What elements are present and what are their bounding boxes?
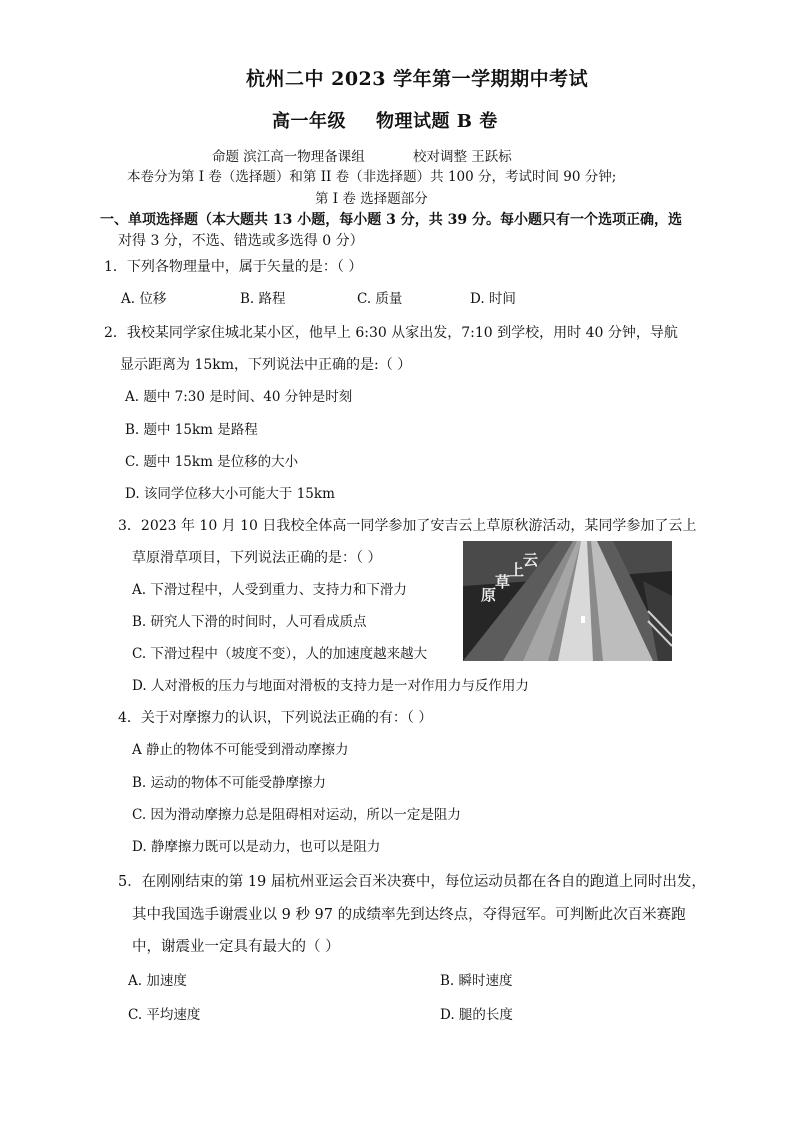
exam-info: 本卷分为第 I 卷（选择题）和第 II 卷（非选择题）共 100 分，考试时间 90 分钟; (127, 169, 617, 185)
part-heading: 第 I 卷 选择题部分 (315, 191, 428, 207)
question-3-option-b: B. 研究人下滑的时间时，人可看成质点 (132, 614, 367, 630)
question-4-option-c: C. 因为滑动摩擦力总是阻碍相对运动，所以一定是阻力 (132, 807, 461, 823)
grass-slide-photo (463, 541, 672, 661)
question-2-option-d: D. 该同学位移大小可能大于 15km (125, 486, 335, 502)
question-5-option-c: C. 平均速度 (128, 1007, 201, 1023)
question-5-option-d: D. 腿的长度 (440, 1007, 513, 1023)
exam-grade: 高一年级 (272, 111, 346, 132)
question-1-option-d: D. 时间 (470, 291, 516, 307)
question-3-stem-line1: 3．2023 年 10 月 10 日我校全体高一同学参加了安吉云上草原秋游活动，某同学参加了云上 (118, 518, 697, 534)
question-5-stem-line3: 中，谢震业一定具有最大的（ ） (132, 939, 340, 955)
question-5-option-b: B. 瞬时速度 (440, 973, 513, 989)
question-5-stem-line1: 5．在刚刚结束的第 19 届杭州亚运会百米决赛中，每位运动员都在各自的跑道上同时出发， (118, 874, 706, 890)
question-1-option-c: C. 质量 (357, 291, 403, 307)
question-2-stem-line2: 显示距离为 15km，下列说法中正确的是:（ ） (120, 357, 412, 373)
question-4-option-d: D. 静摩擦力既可以是动力，也可以是阻力 (132, 839, 381, 855)
question-1-option-b: B. 路程 (240, 291, 286, 307)
question-4-option-b: B. 运动的物体不可能受静摩擦力 (132, 775, 327, 791)
author-credit: 命题 滨江高一物理备课组 (212, 149, 365, 165)
section-heading-line2: 对得 3 分，不选、错选或多选得 0 分） (118, 233, 364, 249)
question-4-option-a: A 静止的物体不可能受到滑动摩擦力 (132, 742, 349, 758)
section-heading-line1: 一、单项选择题（本大题共 13 小题，每小题 3 分，共 39 分。每小题只有一个选项正确，选 (100, 212, 682, 228)
question-2-option-b: B. 题中 15km 是路程 (125, 422, 258, 438)
question-3-stem-line2: 草原滑草项目，下列说法正确的是：（ ） (132, 550, 382, 566)
exam-subject: 物理试题 B 卷 (376, 111, 498, 132)
question-1-stem: 1．下列各物理量中，属于矢量的是：（ ） (104, 259, 363, 275)
question-4-stem: 4．关于对摩擦力的认识，下列说法正确的有：（ ） (118, 710, 433, 726)
photo-sign-char-1: 原 (481, 586, 497, 604)
question-2-stem-line1: 2．我校某同学家住城北某小区，他早上 6:30 从家出发，7:10 到学校，用时 40 分钟，导航 (104, 325, 678, 341)
exam-title: 杭州二中 2023 学年第一学期期中考试 (246, 68, 589, 90)
question-3-option-a: A. 下滑过程中，人受到重力、支持力和下滑力 (132, 582, 407, 598)
question-5-stem-line2: 其中我国选手谢震业以 9 秒 97 的成绩率先到达终点，夺得冠军。可判断此次百米赛跑 (132, 907, 686, 923)
question-2-option-c: C. 题中 15km 是位移的大小 (125, 454, 299, 470)
photo-sign-char-3: 上 (509, 561, 525, 579)
question-3-option-c: C. 下滑过程中（坡度不变），人的加速度越来越大 (132, 646, 428, 662)
question-5-option-a: A. 加速度 (128, 973, 187, 989)
photo-sign-char-4: 云 (523, 551, 539, 569)
question-1-option-a: A. 位移 (121, 291, 167, 307)
question-2-option-a: A. 题中 7:30 是时间、40 分钟是时刻 (125, 389, 353, 405)
photo-sign-char-2: 草 (495, 573, 511, 591)
question-3-option-d: D. 人对滑板的压力与地面对滑板的支持力是一对作用力与反作用力 (132, 678, 529, 694)
reviewer-credit: 校对调整 王跃标 (413, 149, 512, 165)
